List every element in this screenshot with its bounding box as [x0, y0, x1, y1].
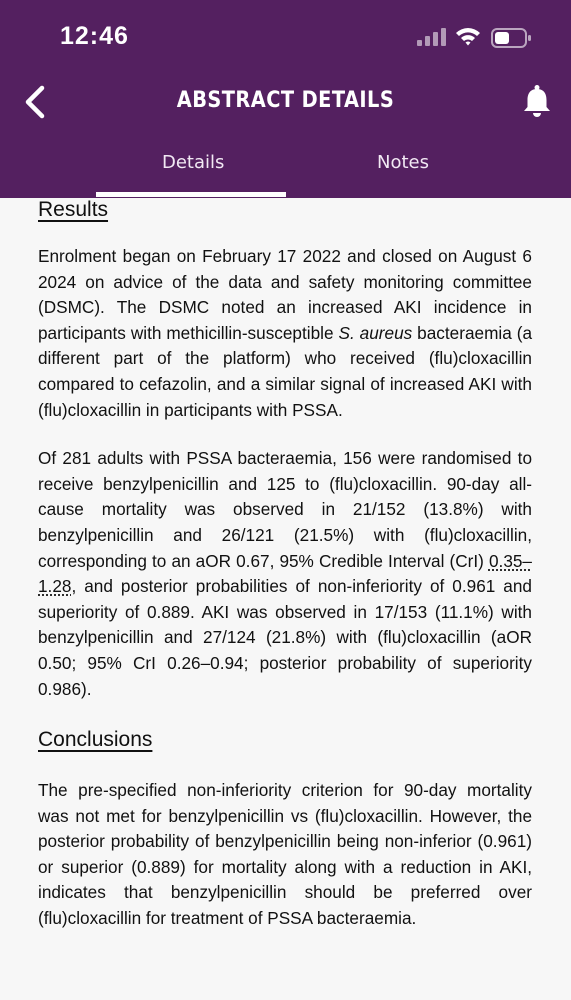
app-header: [0, 0, 571, 198]
status-bar: [0, 0, 571, 76]
nav-bar: [0, 76, 571, 128]
abstract-content: [38, 196, 532, 932]
conclusions-heading: Conclusions: [38, 728, 153, 752]
tab-details[interactable]: Details: [162, 152, 225, 173]
results-p2-text-a: Of 281 adults with PSSA bacteraemia, 156 were randomised to receive benzylpenicillin and 125 to (flu)cloxacillin. 90-day all-cause mortality was observed in 21/152 (13.8%) with benzylpenicillin and 26/121 (21.5%) with (flu)cloxacillin, corresponding to an aOR 0.67, 95% Credible Interval (CrI): [38, 448, 532, 571]
results-paragraph-1: [38, 244, 532, 423]
bell-icon[interactable]: [522, 84, 552, 118]
conclusions-paragraph: The pre-specified non-inferiority criterion for 90-day mortality was not met for benzylpenicillin vs (flu)cloxacillin. However, the posterior probability of benzylpenicillin being non-inferior (0.961) or superior (0.889) for mortality along with a reduction in AKI, indicates that benzylpenicillin should be preferred over (flu)cloxacillin for treatment of PSSA bacteraemia.: [38, 780, 532, 929]
status-time: 12:46: [60, 22, 129, 50]
results-paragraph-2: [38, 446, 532, 702]
wifi-icon: [455, 26, 481, 46]
battery-icon: [491, 28, 533, 48]
results-heading: Results: [38, 198, 109, 221]
tab-bar: [0, 140, 571, 198]
results-p1-species: S. aureus: [338, 322, 413, 343]
results-p2-text-b: , and posterior probabilities of non-inferiority of 0.961 and superiority of 0.889. AKI was observed in 17/153 (11.1%) with benzylpenicillin and 27/124 (21.8%) with (flu)cloxacillin (aOR 0.50; 95% CrI 0.26–0.94; posterior probability of superiority 0.986).: [38, 576, 532, 699]
results-p2-crl-range: 0.35–1.28: [38, 550, 532, 597]
results-p1-text-a: Enrolment began on February 17 2022 and closed on August 6 2024 on advice of the data and safety monitoring committee (DSMC). The DSMC noted an increased AKI incidence in participants with methicillin-susceptible: [38, 246, 532, 343]
tab-notes[interactable]: Notes: [377, 152, 429, 173]
page-title: ABSTRACT DETAILS: [176, 88, 395, 113]
signal-icon: [417, 28, 447, 46]
results-p1-text-b: bacteraemia (a different part of the platform) who received (flu)cloxacillin compared to cefazolin, and a similar signal of increased AKI with (flu)cloxacillin in participants with PSSA.: [38, 322, 532, 420]
